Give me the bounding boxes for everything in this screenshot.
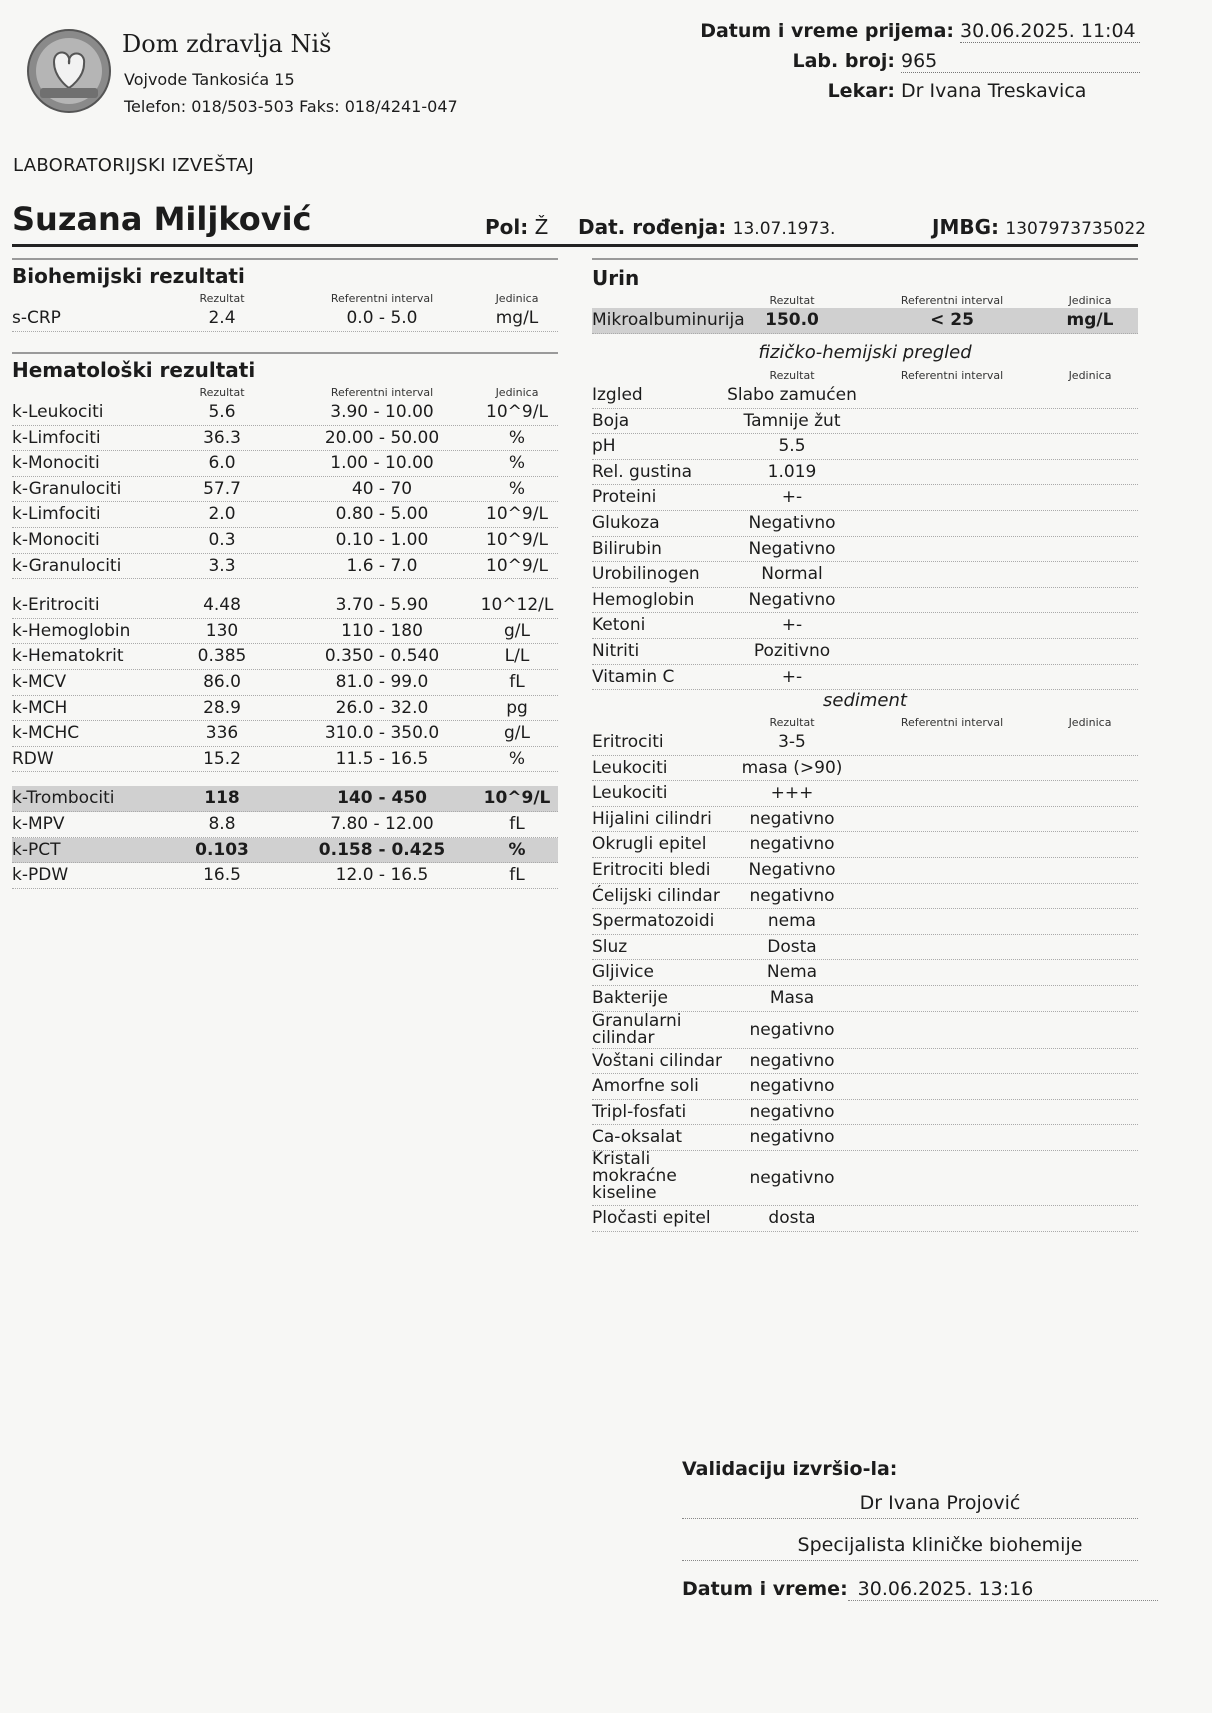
table-row bbox=[592, 460, 1138, 486]
patient-jmbg bbox=[932, 215, 1146, 239]
test-name: k-Hematokrit bbox=[12, 646, 124, 667]
test-name: Granularni cilindar bbox=[592, 1010, 682, 1048]
doctor-value: Dr Ivana Treskavica bbox=[901, 80, 1087, 102]
col-result: Rezultat bbox=[769, 294, 815, 307]
test-name: k-Limfociti bbox=[12, 427, 101, 448]
test-unit: pg bbox=[506, 697, 528, 718]
test-result: Masa bbox=[769, 987, 815, 1008]
test-name: Okrugli epitel bbox=[592, 834, 707, 855]
physchem-title: fizičko-hemijski pregled bbox=[758, 342, 972, 363]
table-row bbox=[592, 781, 1138, 807]
table-row bbox=[592, 730, 1138, 756]
col-reference: Referentni interval bbox=[900, 369, 1004, 382]
col-unit: Jedinica bbox=[1068, 716, 1112, 729]
hemato-divider bbox=[12, 352, 558, 354]
test-name: Boja bbox=[592, 410, 630, 431]
test-result: Negativno bbox=[748, 512, 836, 533]
test-unit: 10^9/L bbox=[486, 555, 548, 576]
table-row bbox=[12, 528, 558, 554]
test-name: Hijalini cilindri bbox=[592, 808, 712, 829]
test-name: Tripl-fosfati bbox=[592, 1101, 687, 1122]
table-row bbox=[592, 858, 1138, 884]
test-result: negativno bbox=[749, 1127, 835, 1148]
col-result: Rezultat bbox=[769, 369, 815, 382]
test-result: negativno bbox=[749, 1019, 835, 1040]
test-unit: fL bbox=[509, 671, 525, 692]
test-reference: 0.10 - 1.00 bbox=[335, 529, 429, 550]
test-name: k-PCT bbox=[12, 839, 61, 860]
admission-row bbox=[620, 20, 1140, 43]
test-name: Pločasti epitel bbox=[592, 1207, 711, 1228]
table-row bbox=[12, 863, 558, 889]
test-name: Hemoglobin bbox=[592, 589, 695, 610]
col-unit: Jedinica bbox=[495, 386, 539, 399]
test-name: Ketoni bbox=[592, 615, 646, 636]
biohem-title: Biohemijski rezultati bbox=[12, 264, 245, 288]
table-row bbox=[592, 1074, 1138, 1100]
test-name: Vitamin C bbox=[592, 666, 675, 687]
test-result: negativno bbox=[749, 834, 835, 855]
table-row bbox=[12, 644, 558, 670]
test-result: 1.019 bbox=[767, 461, 817, 482]
test-result: 36.3 bbox=[203, 427, 241, 448]
test-name: RDW bbox=[12, 748, 54, 769]
validation-time-value: 30.06.2025. 13:16 bbox=[848, 1578, 1158, 1601]
test-name: s-CRP bbox=[12, 308, 61, 328]
test-name: Ćelijski cilindar bbox=[592, 885, 720, 906]
test-name: k-Eritrociti bbox=[12, 595, 100, 616]
test-name: k-Trombociti bbox=[12, 788, 115, 809]
test-unit: % bbox=[508, 748, 526, 769]
table-row bbox=[592, 639, 1138, 665]
jmbg-value: 1307973735022 bbox=[1005, 219, 1146, 239]
table-row bbox=[12, 400, 558, 426]
table-row bbox=[592, 960, 1138, 986]
test-result: 5.5 bbox=[778, 436, 806, 457]
test-unit: mg/L bbox=[1066, 310, 1114, 330]
table-row bbox=[592, 1148, 1138, 1206]
urin-title: Urin bbox=[592, 266, 640, 290]
table-row bbox=[12, 426, 558, 452]
test-result: 5.6 bbox=[208, 402, 236, 422]
table-row bbox=[12, 747, 558, 773]
table-row bbox=[592, 537, 1138, 563]
test-name: k-Leukociti bbox=[12, 402, 104, 422]
test-reference: 0.0 - 5.0 bbox=[346, 308, 418, 328]
test-result: 57.7 bbox=[203, 478, 241, 499]
table-row-flagged bbox=[12, 838, 558, 864]
admission-label: Datum i vreme prijema: bbox=[700, 20, 954, 42]
admission-value: 30.06.2025. 11:04 bbox=[960, 20, 1140, 43]
test-name: k-Limfociti bbox=[12, 504, 101, 525]
test-result: 4.48 bbox=[203, 595, 241, 616]
test-result: Dosta bbox=[767, 936, 817, 957]
table-row bbox=[592, 1012, 1138, 1049]
test-result: 16.5 bbox=[203, 865, 241, 886]
table-row bbox=[12, 721, 558, 747]
test-name: k-PDW bbox=[12, 865, 69, 886]
validator-role: Specijalista kliničke biohemije bbox=[682, 1534, 1138, 1561]
test-name: Eritrociti bledi bbox=[592, 859, 711, 880]
test-name: Proteini bbox=[592, 487, 657, 508]
test-unit: 10^12/L bbox=[480, 595, 554, 616]
test-result: +++ bbox=[770, 783, 814, 804]
test-result: 118 bbox=[204, 788, 240, 809]
table-row bbox=[592, 434, 1138, 460]
test-result: 150.0 bbox=[765, 310, 819, 330]
table-row bbox=[12, 696, 558, 722]
test-result: 3.3 bbox=[208, 555, 236, 576]
test-result: negativno bbox=[749, 808, 835, 829]
hemato-table bbox=[12, 400, 558, 889]
test-reference: 0.80 - 5.00 bbox=[335, 504, 429, 525]
test-name: Mikroalbuminurija bbox=[592, 310, 745, 330]
table-row bbox=[12, 619, 558, 645]
table-row bbox=[592, 1206, 1138, 1232]
test-name: k-Monociti bbox=[12, 529, 100, 550]
col-unit: Jedinica bbox=[495, 292, 539, 305]
patient-dob bbox=[578, 215, 835, 239]
col-result: Rezultat bbox=[769, 716, 815, 729]
test-name: Sluz bbox=[592, 936, 628, 957]
table-row bbox=[592, 409, 1138, 435]
test-name: Izgled bbox=[592, 385, 643, 405]
col-reference: Referentni interval bbox=[900, 716, 1004, 729]
test-name: Eritrociti bbox=[592, 732, 664, 752]
test-name: k-Granulociti bbox=[12, 555, 122, 576]
test-result: 2.0 bbox=[208, 504, 236, 525]
test-name: k-Monociti bbox=[12, 453, 100, 474]
col-reference: Referentni interval bbox=[330, 292, 434, 305]
table-row bbox=[592, 511, 1138, 537]
hemato-title: Hematološki rezultati bbox=[12, 358, 256, 382]
test-reference: 7.80 - 12.00 bbox=[330, 813, 434, 834]
validation-time-label: Datum i vreme: bbox=[682, 1578, 848, 1600]
test-name: k-MCV bbox=[12, 671, 67, 692]
test-result: Negativno bbox=[748, 859, 836, 880]
test-result: Tamnije žut bbox=[743, 410, 841, 431]
test-result: Normal bbox=[761, 564, 823, 585]
patient-name: Suzana Miljković bbox=[12, 200, 312, 238]
test-result: 130 bbox=[205, 620, 239, 641]
lab-number-value: 965 bbox=[901, 50, 1140, 73]
test-name: k-MCHC bbox=[12, 723, 80, 744]
test-unit: % bbox=[508, 453, 526, 474]
institution-phone: Telefon: 018/503-503 Faks: 018/4241-047 bbox=[124, 97, 458, 116]
test-unit: g/L bbox=[504, 620, 530, 641]
test-name: Kristali mokraćne kiseline bbox=[592, 1148, 677, 1203]
test-unit: 10^9/L bbox=[483, 788, 551, 809]
table-row bbox=[12, 554, 558, 580]
biohem-divider bbox=[12, 258, 558, 260]
test-result: Slabo zamućen bbox=[727, 385, 857, 405]
report-title: LABORATORIJSKI IZVEŠTAJ bbox=[13, 155, 255, 176]
test-result: 0.3 bbox=[208, 529, 236, 550]
test-name: k-MCH bbox=[12, 697, 68, 718]
test-reference: 110 - 180 bbox=[341, 620, 423, 641]
patient-sex bbox=[485, 215, 548, 239]
table-row bbox=[592, 588, 1138, 614]
table-row bbox=[592, 986, 1138, 1012]
test-unit: fL bbox=[509, 813, 525, 834]
col-result: Rezultat bbox=[199, 386, 245, 399]
test-reference: 12.0 - 16.5 bbox=[335, 865, 429, 886]
test-reference: 1.6 - 7.0 bbox=[346, 555, 418, 576]
test-result: 336 bbox=[205, 723, 239, 744]
header-divider bbox=[12, 244, 1138, 247]
institution-address: Vojvode Tankosića 15 bbox=[124, 70, 295, 89]
test-unit: g/L bbox=[504, 723, 530, 744]
test-result: 0.103 bbox=[195, 839, 249, 860]
test-name: Leukociti bbox=[592, 783, 668, 804]
test-reference: 11.5 - 16.5 bbox=[335, 748, 429, 769]
test-name: Voštani cilindar bbox=[592, 1050, 723, 1071]
validator-name: Dr Ivana Projović bbox=[682, 1492, 1138, 1519]
col-reference: Referentni interval bbox=[330, 386, 434, 399]
table-row bbox=[12, 451, 558, 477]
dob-value: 13.07.1973. bbox=[732, 219, 836, 239]
table-row bbox=[592, 1100, 1138, 1126]
doctor-label: Lekar: bbox=[827, 80, 895, 102]
table-row bbox=[12, 670, 558, 696]
test-result: Negativno bbox=[748, 538, 836, 559]
test-result: +- bbox=[781, 615, 803, 636]
biohem-table bbox=[12, 306, 558, 332]
test-reference: 26.0 - 32.0 bbox=[335, 697, 429, 718]
col-reference: Referentni interval bbox=[900, 294, 1004, 307]
jmbg-label: JMBG: bbox=[932, 215, 1000, 239]
test-unit: % bbox=[508, 839, 526, 860]
test-reference: 140 - 450 bbox=[337, 788, 427, 809]
test-name: k-Granulociti bbox=[12, 478, 122, 499]
table-row bbox=[592, 1049, 1138, 1075]
sediment-title: sediment bbox=[823, 690, 907, 711]
test-reference: 3.70 - 5.90 bbox=[335, 595, 429, 616]
test-unit: % bbox=[508, 427, 526, 448]
test-result: 28.9 bbox=[203, 697, 241, 718]
test-name: Nitriti bbox=[592, 640, 640, 661]
dob-label: Dat. rođenja: bbox=[578, 215, 727, 239]
table-row bbox=[592, 756, 1138, 782]
test-result: 6.0 bbox=[208, 453, 236, 474]
test-result: dosta bbox=[768, 1207, 816, 1228]
col-unit: Jedinica bbox=[1068, 369, 1112, 382]
test-name: Urobilinogen bbox=[592, 564, 700, 585]
col-unit: Jedinica bbox=[1068, 294, 1112, 307]
test-name: k-MPV bbox=[12, 813, 65, 834]
test-name: Bilirubin bbox=[592, 538, 662, 559]
test-result: 8.8 bbox=[208, 813, 236, 834]
test-result: Pozitivno bbox=[753, 640, 831, 661]
table-row bbox=[12, 502, 558, 528]
test-name: Ca-oksalat bbox=[592, 1127, 683, 1148]
table-row-flagged bbox=[592, 308, 1138, 334]
test-name: Glukoza bbox=[592, 512, 660, 533]
sex-value: Ž bbox=[534, 215, 549, 239]
sediment-table bbox=[592, 730, 1138, 1232]
table-row bbox=[12, 812, 558, 838]
test-reference: 0.158 - 0.425 bbox=[318, 839, 446, 860]
logo-icon bbox=[26, 28, 112, 114]
test-result: negativno bbox=[749, 1101, 835, 1122]
test-name: Leukociti bbox=[592, 757, 668, 778]
test-result: nema bbox=[767, 911, 817, 932]
test-result: Negativno bbox=[748, 589, 836, 610]
doctor-row bbox=[828, 80, 1140, 102]
table-row bbox=[592, 884, 1138, 910]
lab-number-row bbox=[793, 50, 1141, 73]
table-row bbox=[592, 807, 1138, 833]
test-name: Rel. gustina bbox=[592, 461, 693, 482]
test-name: k-Hemoglobin bbox=[12, 620, 131, 641]
physchem-table bbox=[592, 383, 1138, 690]
test-reference: 3.90 - 10.00 bbox=[330, 402, 434, 422]
table-row bbox=[592, 832, 1138, 858]
test-result: negativno bbox=[749, 885, 835, 906]
test-result: negativno bbox=[749, 1167, 835, 1188]
table-row bbox=[592, 485, 1138, 511]
test-result: negativno bbox=[749, 1076, 835, 1097]
validation-label: Validaciju izvršio-la: bbox=[682, 1458, 898, 1480]
urin-divider bbox=[592, 258, 1138, 260]
table-row bbox=[592, 1125, 1138, 1151]
test-result: masa (>90) bbox=[741, 757, 843, 778]
table-row bbox=[12, 593, 558, 619]
test-name: Spermatozoidi bbox=[592, 911, 715, 932]
table-row bbox=[592, 665, 1138, 691]
table-row bbox=[592, 935, 1138, 961]
test-reference: 81.0 - 99.0 bbox=[335, 671, 429, 692]
test-name: Gljivice bbox=[592, 962, 654, 983]
test-reference: 40 - 70 bbox=[351, 478, 413, 499]
lab-number-label: Lab. broj: bbox=[792, 50, 895, 72]
test-result: 0.385 bbox=[197, 646, 247, 667]
table-row bbox=[592, 383, 1138, 409]
test-reference: < 25 bbox=[930, 310, 974, 330]
test-unit: 10^9/L bbox=[486, 529, 548, 550]
col-result: Rezultat bbox=[199, 292, 245, 305]
test-reference: 310.0 - 350.0 bbox=[324, 723, 440, 744]
test-name: Bakterije bbox=[592, 987, 668, 1008]
test-unit: fL bbox=[509, 865, 525, 886]
test-reference: 20.00 - 50.00 bbox=[324, 427, 440, 448]
validation-time bbox=[682, 1578, 1158, 1601]
table-row bbox=[592, 562, 1138, 588]
test-result: 2.4 bbox=[208, 308, 236, 328]
test-unit: 10^9/L bbox=[486, 504, 548, 525]
test-name: pH bbox=[592, 436, 616, 457]
test-result: 3-5 bbox=[778, 732, 806, 752]
test-result: +- bbox=[781, 666, 803, 687]
table-row bbox=[592, 909, 1138, 935]
test-unit: 10^9/L bbox=[486, 402, 548, 422]
table-row bbox=[12, 477, 558, 503]
table-row-flagged bbox=[12, 786, 558, 812]
test-name: Amorfne soli bbox=[592, 1076, 699, 1097]
test-result: Nema bbox=[766, 962, 818, 983]
test-result: 86.0 bbox=[203, 671, 241, 692]
test-unit: % bbox=[508, 478, 526, 499]
test-reference: 1.00 - 10.00 bbox=[330, 453, 434, 474]
test-unit: mg/L bbox=[495, 308, 539, 328]
test-result: +- bbox=[781, 487, 803, 508]
test-result: negativno bbox=[749, 1050, 835, 1071]
test-result: 15.2 bbox=[203, 748, 241, 769]
sex-label: Pol: bbox=[485, 215, 529, 239]
urin-table bbox=[592, 308, 1138, 334]
test-unit: L/L bbox=[504, 646, 530, 667]
institution-name: Dom zdravlja Niš bbox=[122, 30, 332, 58]
table-row bbox=[592, 613, 1138, 639]
test-reference: 0.350 - 0.540 bbox=[324, 646, 440, 667]
table-row bbox=[12, 306, 558, 332]
